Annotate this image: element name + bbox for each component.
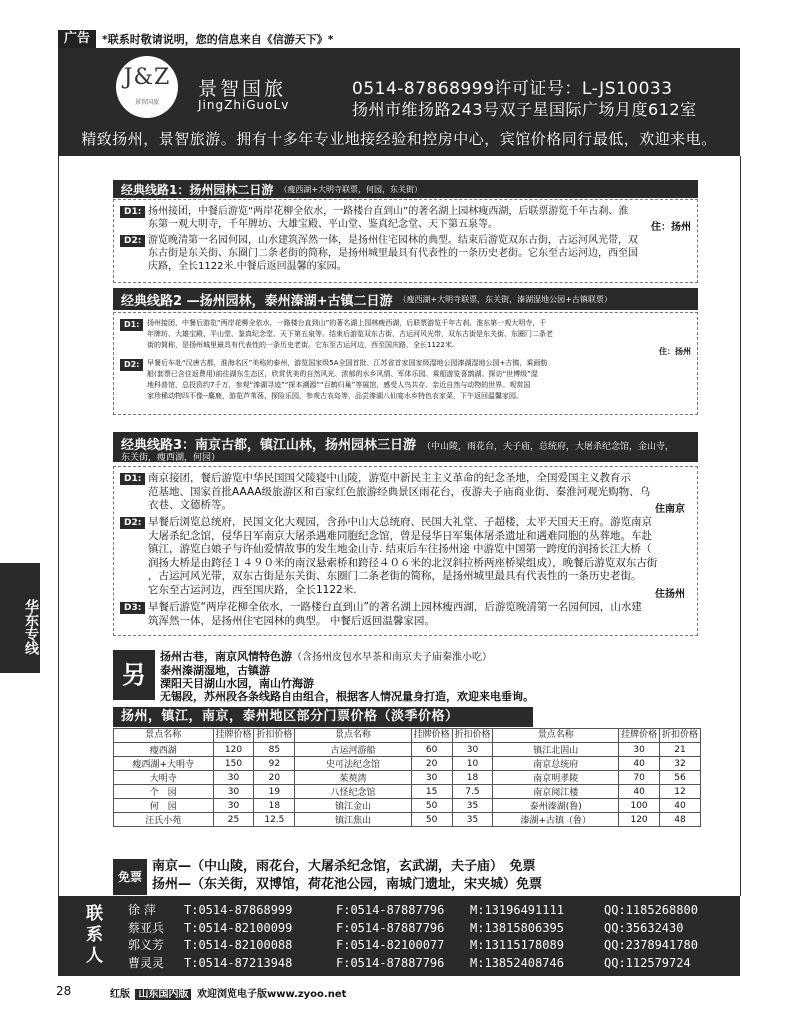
table-cell: 25: [213, 813, 254, 827]
contact-mobile: M:13852408746: [470, 955, 564, 970]
price-table-head: [114, 729, 701, 743]
table-cell: 南京总统府: [493, 757, 619, 771]
brand-name-cn: 景智国旅: [198, 78, 287, 100]
route-3-title-bar: [113, 432, 698, 462]
ad-note: *联系时敬请说明，您的信息来自《信游天下》*: [102, 33, 334, 46]
contact-qq: QQ:2378941780: [604, 938, 698, 952]
table-row: [114, 757, 701, 771]
table-cell: 85: [254, 743, 295, 757]
frame-divider-right: [740, 156, 741, 896]
header-discount-price: 折扣价格: [660, 729, 701, 743]
other-routes: [160, 650, 534, 703]
text-line: 东第一观大明寺，千年牌坊、大雄宝殿、平山堂、鉴真纪念堂、天下第五泉等。: [148, 219, 498, 230]
table-cell: 何 园: [114, 799, 214, 813]
table-cell: 12: [660, 785, 701, 799]
route-3-subtitle-2: 东关街，瘦西湖，何园）: [121, 453, 221, 463]
table-cell: 19: [254, 785, 295, 799]
contact-row: [128, 902, 734, 920]
contact-qq: QQ:35632430: [604, 920, 684, 935]
table-cell: 56: [660, 771, 701, 785]
text-line: 庆路，全长1122米.中餐后返回温馨的家园。: [148, 261, 347, 272]
text-line: 游览晚清第一名园何园，山水建筑浑然一体，是扬州住宅园林的典型。结束后游览双东古街，古运河风光带，双: [148, 235, 638, 246]
route-3-day-1: [148, 472, 650, 513]
table-row: [114, 743, 701, 757]
table-cell: 史可法纪念馆: [295, 757, 411, 771]
table-cell: 92: [254, 757, 295, 771]
route-3-title-group: [121, 434, 674, 464]
table-cell: 30: [619, 743, 660, 757]
table-cell: 南京明孝陵: [493, 771, 619, 785]
contact-row: [128, 955, 734, 973]
table-cell: 古运河游船: [295, 743, 411, 757]
header-list-price: 挂牌价格: [411, 729, 452, 743]
route-3-day-1-tag: D1:: [120, 473, 145, 485]
page-number: 28: [56, 984, 72, 998]
table-row: [114, 799, 701, 813]
table-cell: 7.5: [452, 785, 493, 799]
table-cell: 镇江北固山: [493, 743, 619, 757]
contact-name: 徐 萍: [128, 903, 156, 917]
route-3-day-3-tag: D3:: [120, 602, 145, 614]
contact-fax: F:0514-87887796: [336, 955, 445, 970]
other-route-1: 扬州古巷，南京风情特色游: [160, 650, 292, 663]
table-cell: 40: [619, 785, 660, 799]
table-cell: 60: [411, 743, 452, 757]
route-1-subtitle: （瘦西湖+大明寺联票，何园，东关街）: [279, 184, 423, 194]
contact-fax: F:0514-82100077: [336, 938, 445, 952]
text-line: 年牌坊、大雄宝殿、平山堂、鉴真纪念堂、天下第五泉等。结束后游览双东古街，古运河风光带，双东古街是东关街、东圈门二条老: [147, 330, 553, 338]
route-1-title-bar: [113, 180, 698, 198]
table-cell: 30: [452, 743, 493, 757]
table-cell: 32: [660, 757, 701, 771]
header-list-price: 挂牌价格: [213, 729, 254, 743]
table-cell: 150: [213, 757, 254, 771]
text-line: 早餐后游览“两岸花柳全依水，一路楼台直到山”的著名湖上园林瘦西湖，后游览晚清第一名园何园，山水建: [148, 601, 642, 613]
route-2-title-bar: [113, 288, 698, 310]
other-route-1-note: （含扬州皮包水早茶和南京夫子庙秦淮小吃）: [292, 652, 492, 663]
table-cell: 120: [619, 813, 660, 827]
contact-panel: [58, 896, 740, 976]
free-admission-yangzhou: 扬州—（东关街，双博馆，荷花池公园，南城门遗址，宋夹城）免票: [152, 877, 543, 892]
contact-phone: T:0514-82100088: [184, 938, 293, 952]
other-route-4: 无锡段，苏州段各条线路自由组合，根据客人情况量身打造，欢迎来电垂询。: [160, 690, 534, 703]
route-3-subtitle: （中山陵，雨花台，夫子庙，总统府，大屠杀纪念馆，金山寺，: [422, 442, 675, 452]
table-cell: 汪氏小苑: [114, 813, 214, 827]
contact-fax: F:0514-87887796: [336, 903, 445, 917]
route-2-day-1-tag: D1:: [120, 319, 143, 331]
table-row: [114, 771, 701, 785]
text-line: 早餐后浏览总统府，民国文化大观园，含孙中山大总统府、民国大礼堂、子超楼，太平天国天王府。游览南京: [148, 516, 652, 528]
table-cell: 瘦西湖+大明寺: [114, 757, 214, 771]
route-3-day-2-stay: 住扬州: [655, 589, 685, 600]
route-3-day-3: [148, 601, 642, 628]
header-name: 景点名称: [295, 729, 411, 743]
route-2-day-1-stay: 住：扬州: [659, 347, 691, 356]
route-2-subtitle: （瘦西湖+大明寺联票，东关街，溱湖湿地公园+古镇联票）: [398, 294, 612, 304]
table-cell: 40: [619, 757, 660, 771]
table-cell: 镇江焦山: [295, 813, 411, 827]
text-line: 扬州接团，中餐后游览“两岸花柳全依水，一路楼台直到山”的著名湖上园林瘦西湖，后联票游览千年古刹、淮东第一观大明寺，千: [147, 319, 547, 327]
route-1-day-2-tag: D2:: [120, 235, 145, 247]
table-cell: 30: [213, 785, 254, 799]
table-cell: 20: [411, 757, 452, 771]
text-line: 南京接团，餐后游览中华民国国父陵寝中山陵，游览中新民主主义革命的纪念圣地，全国爱国主义教育示: [148, 472, 631, 484]
website-link[interactable]: 欢迎浏览电子版www.zyoo.net: [196, 989, 347, 1000]
table-cell: 茱萸湾: [295, 771, 411, 785]
text-line: 船(套票已含往返费用)前往湖东生态区，欣赏优美的自然风光、浓郁的水乡风情、军体乐园、乘船游览喜鹊湖、探访“世博级”湿: [147, 370, 538, 378]
table-cell: 100: [619, 799, 660, 813]
route-1-day-2: [148, 234, 638, 273]
table-cell: 12.5: [254, 813, 295, 827]
other-routes-label: 另: [113, 650, 155, 700]
route-2-day-2: [147, 358, 547, 402]
contact-qq: QQ:112579724: [604, 955, 691, 970]
contact-phone: T:0514-87213948: [184, 955, 293, 970]
free-admission-list: [152, 858, 542, 894]
text-line: 范基地、国家首批AAAA级旅游区和百家红色旅游经典景区雨花台，夜游夫子庙商业街、秦淮河观光购物、乌: [148, 485, 651, 498]
table-cell: 35: [452, 813, 493, 827]
table-cell: 30: [213, 799, 254, 813]
table-cell: 21: [660, 743, 701, 757]
logo-sub: 景智国旅: [134, 99, 159, 106]
table-row: [114, 785, 701, 799]
table-cell: 15: [411, 785, 452, 799]
other-route-3: 溧阳天目湖山水园，南山竹海游: [160, 677, 314, 690]
route-1-title: 经典线路1：扬州园林二日游: [121, 182, 274, 197]
header-name: 景点名称: [114, 729, 214, 743]
price-table: [113, 728, 701, 827]
contact-row: [128, 920, 734, 938]
free-admission-label: 免票: [113, 859, 147, 895]
text-line: 扬州接团，中餐后游览“两岸花柳全依水，一路楼台直到山”的著名湖上园林瘦西湖，后联票游览千年古刹、淮: [148, 206, 629, 217]
price-table-body: [114, 743, 701, 827]
text-line: 地科普馆，总投资约7千万，参观“溱湖寻迹”“探本溯源”“百鹤归巢”等展馆，感受人鸟共存、亲近自然与动物的世界。观赏国: [147, 381, 531, 389]
route-3-details: [113, 466, 698, 636]
phone-license: 0514-87868999许可证号：L-JS10033: [352, 79, 673, 99]
route-3-title: 经典线路3：南京古都，镇江山林，扬州园林三日游: [121, 438, 417, 453]
brand-name-en: JingZhiGuoLv: [198, 98, 290, 112]
free-admission-nanjing: 南京—（中山陵，雨花台，大屠杀纪念馆，玄武湖，夫子庙） 免票: [152, 859, 536, 874]
table-cell: 个 园: [114, 785, 214, 799]
route-1-details: [113, 199, 698, 283]
table-cell: 18: [452, 771, 493, 785]
contact-mobile: M:13815806395: [470, 920, 564, 935]
table-cell: 120: [213, 743, 254, 757]
header-list-price: 挂牌价格: [619, 729, 660, 743]
route-1-day-1: [148, 205, 628, 231]
contact-label: 联系人: [86, 904, 103, 966]
table-cell: 18: [254, 799, 295, 813]
table-cell: 30: [213, 771, 254, 785]
route-3-day-2-tag: D2:: [120, 517, 145, 529]
company-logo: [116, 56, 178, 118]
contact-phone: T:0514-87868999: [184, 903, 293, 917]
table-header-row: [114, 729, 701, 743]
contact-name: 曹灵灵: [128, 955, 165, 970]
text-line: 衣巷、文德桥等。: [148, 499, 232, 511]
table-cell: 南京阅江楼: [493, 785, 619, 799]
company-header: [58, 48, 740, 156]
text-line: ，古运河风光带，双东古街是东关街、东圈门二条老街的简称，是扬州城里最具有代表性的一条历史老街。: [148, 570, 642, 582]
other-route-line: [160, 650, 534, 664]
table-cell: 70: [619, 771, 660, 785]
edition-prefix: 红版: [110, 989, 130, 1000]
text-line: 早餐后车赴“汉唐古都，淮海名区”美称的泰州，游览国家级5A全国首批、江苏省首家国家级湿地公园溱湖湿地公园+古镇，乘画舫: [147, 359, 548, 367]
route-2-details: [113, 312, 698, 415]
table-cell: 大明寺: [114, 771, 214, 785]
edition-name: 山东国内版: [135, 989, 191, 1000]
price-table-title: 扬州，镇江，南京，泰州地区部分门票价格（淡季价格）: [113, 707, 533, 727]
contact-qq: QQ:1185268800: [604, 903, 698, 917]
table-cell: 50: [411, 799, 452, 813]
text-line: 家珍稀动物四不像--麋鹿，游览芦苇荡、探险乐园，参观古农岛等，品尝溱湖八仙宴水乡特色农家菜，下午返回温馨家园。: [147, 392, 524, 400]
contact-mobile: M:13115178089: [470, 938, 564, 952]
text-line: 润扬大桥是由跨径１４９０米的南汊悬索桥和跨径４０６米的北汊斜拉桥两座桥梁组成），晚餐后游览双东古街: [148, 556, 658, 569]
table-cell: 35: [452, 799, 493, 813]
table-cell: 20: [254, 771, 295, 785]
other-route-2: 泰州溱湖湿地，古镇游: [160, 664, 270, 677]
contact-fax: F:0514-87887796: [336, 920, 445, 935]
route-2-title: 经典线路2 —扬州园林，泰州溱湖+古镇二日游: [121, 293, 393, 309]
route-3-day-1-stay: 住南京: [655, 504, 685, 515]
route-2-day-1: [147, 318, 553, 351]
table-cell: 30: [411, 771, 452, 785]
company-slogan: 精致扬州，景智旅游。拥有十多年专业地接经验和控房中心，宾馆价格同行最低，欢迎来电。: [81, 130, 717, 148]
text-line: 筑浑然一体，是扬州住宅园林的典型。 中餐后返回温馨家园。: [148, 614, 435, 627]
contact-mobile: M:13196491111: [470, 903, 564, 917]
logo-mark: J&Z: [123, 65, 171, 90]
table-cell: 48: [660, 813, 701, 827]
table-cell: 泰州溱湖(鲁): [493, 799, 619, 813]
table-cell: 镇江金山: [295, 799, 411, 813]
text-line: 它东至古运河边，西至国庆路，全长1122米.: [148, 583, 357, 596]
contact-phone: T:0514-82100099: [184, 920, 293, 935]
table-cell: 50: [411, 813, 452, 827]
contact-name: 郭义芳: [128, 938, 165, 952]
text-line: 镇江，游览白娘子与许仙爱情故事的发生地金山寺. 结束后车往扬州途 中游览中国第一跨度的润扬长江大桥（: [148, 543, 652, 555]
table-row: [114, 813, 701, 827]
table-cell: 瘦西湖: [114, 743, 214, 757]
route-1-day-1-stay: 住：扬州: [651, 222, 691, 233]
text-line: 东古街是东关街、东圈门二条老街的简称，是扬州城里最具有代表性的一条历史老街。它东至古运河边，西至国: [148, 248, 638, 259]
header-discount-price: 折扣价格: [452, 729, 493, 743]
route-2-day-2-tag: D2:: [120, 359, 143, 371]
route-1-day-1-tag: D1:: [120, 206, 145, 218]
text-line: 大屠杀纪念馆，侵华日军南京大屠杀遇难同胞纪念馆，曾是侵华日军集体屠杀遗址和遇难同胞的丛葬地。车赴: [148, 529, 652, 542]
text-line: 街的简称，是扬州城里最具有代表性的一条历史老街。它东至古运河边，西至国庆路，全长1122米.: [147, 341, 455, 349]
table-cell: 溱湖+古镇（鲁）: [493, 813, 619, 827]
header-discount-price: 折扣价格: [254, 729, 295, 743]
region-side-tab: 华东专线: [0, 563, 40, 673]
footer: [110, 985, 346, 1000]
table-cell: 40: [660, 799, 701, 813]
ad-tag: 广告: [58, 30, 96, 48]
contact-list: [128, 902, 734, 972]
frame-divider-left: [58, 156, 59, 896]
header-name: 景点名称: [493, 729, 619, 743]
company-address: 扬州市维扬路243号双子星国际广场月度612室: [352, 100, 697, 119]
contact-row: [128, 937, 734, 955]
table-cell: 10: [452, 757, 493, 771]
ad-strip: [58, 30, 334, 48]
table-cell: 八怪纪念馆: [295, 785, 411, 799]
contact-name: 蔡亚兵: [128, 920, 165, 935]
route-3-day-2: [148, 516, 657, 597]
